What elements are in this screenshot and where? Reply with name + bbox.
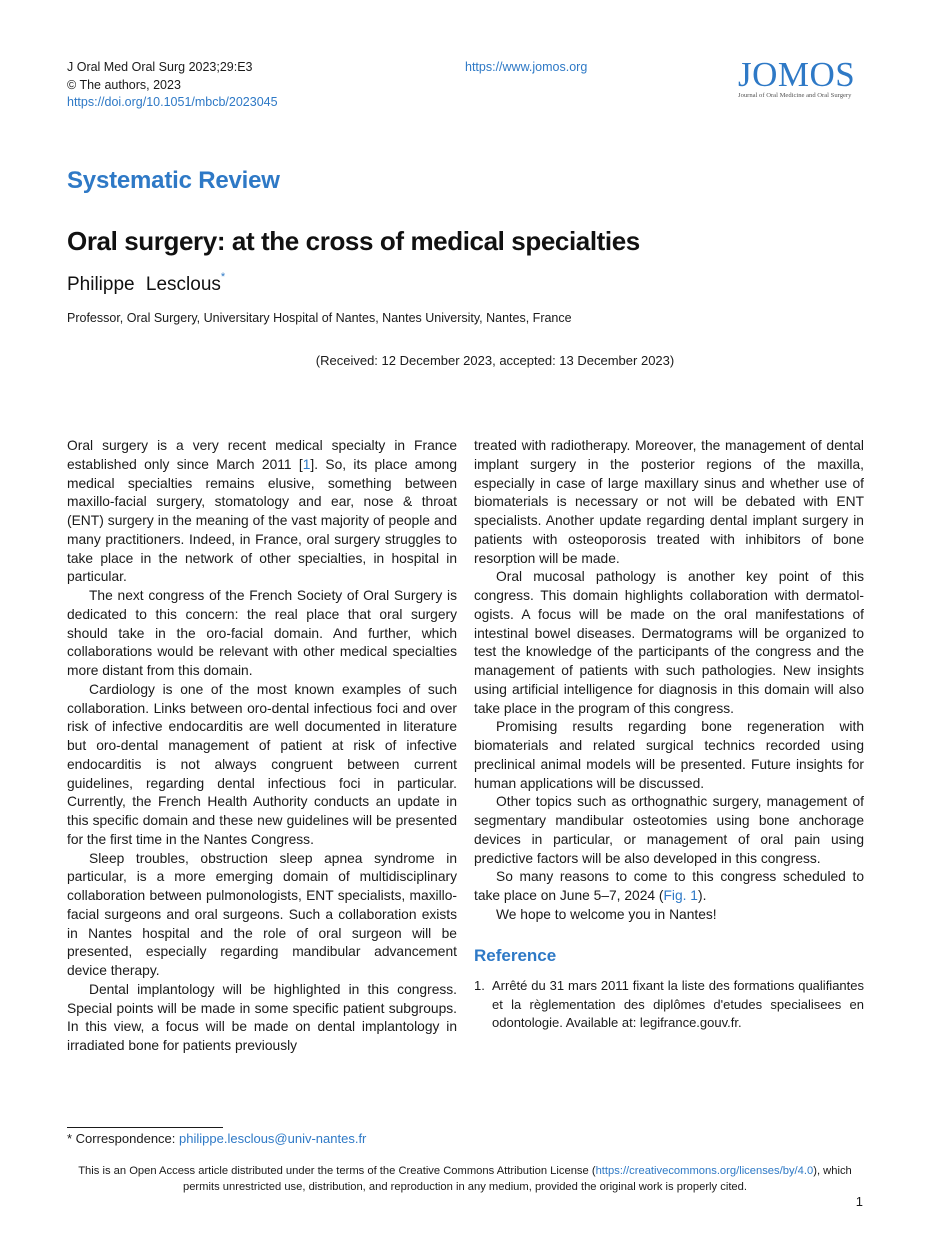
paragraph: So many reasons to come to this congress scheduled to take place on June 5–7, 2024 (Fig. 1). [474, 869, 864, 903]
license-statement: This is an Open Access article distributed under the terms of the Creative Commons Attribution License (https://creativecommons.org/licenses/by/4.0), which permits unrestricted use, distribution, and reproduction in any medium, provided the original work is properly cited. [78, 1165, 852, 1193]
correspondence-footnote [67, 1131, 366, 1146]
paragraph: Other topics such as orthognathic surgery, management of segmentary mandibular osteotomies using bone anchorage devices in particular, or management of oral pain using predictive factors will be also developed in this congress. [474, 794, 864, 866]
paragraph: Cardiology is one of the most known examples of such collaboration. Links between oro-dental infectious foci and over risk of infective endocarditis are well documented in literature but oro-dental management of patient at risk of infective endocarditis is not always congruent between current guidelines, regarding dental infectious foci in particular. Currently, the French Health Authority conducts an update in this specific domain and these new guidelines will be presented for the first time in the Nantes Congress. [67, 681, 457, 847]
figure-link[interactable]: Fig. 1 [663, 888, 698, 903]
paragraph: The next congress of the French Society of Oral Surgery is dedicated to this concern: the real place that oral surgery should take in the oro-facial domain. And further, which collaborations would be relevant with other medical specialties more distant from this domain. [67, 588, 457, 678]
journal-info [67, 59, 278, 112]
citation-link[interactable]: 1 [302, 456, 311, 472]
body-column-right [474, 437, 864, 1033]
author-last-name: Lesclous [145, 274, 221, 295]
paragraph: Oral mucosal pathology is another key point of this congress. This domain highlights collaboration with dermatol-ogists. A focus will be made on the oral manifestations of intestinal bowel diseases. Dermatograms will be organized to test the knowledge of the participants of the congress and the management of patients with such pathologies. New insights using artificial intelligence for diagnosis in this domain will also take place in the program of this congress. [474, 569, 864, 716]
article-type: Systematic Review [67, 167, 280, 194]
author-first-name: Philippe [67, 274, 135, 295]
reference-text: Arrêté du 31 mars 2011 fixant la liste des formations qualifiantes et la règlementation des diplômes d'etudes specialisees en odontologie. Available at: legifrance.gouv.fr. [492, 978, 864, 1031]
reference-number: 1. [474, 978, 485, 994]
correspondence-label: * Correspondence: [67, 1131, 176, 1146]
logo-subtitle: Journal of Oral Medicine and Oral Surgery [738, 92, 852, 99]
paragraph: Dental implantology will be highlighted in this congress. Special points will be made in some specific patient subgroups. In this view, a focus will be made on dental implantology in irradiated bone for patients previously [67, 981, 457, 1053]
paragraph: We hope to welcome you in Nantes! [496, 906, 717, 922]
author-name [67, 271, 226, 296]
author-affiliation: Professor, Oral Surgery, Universitary Hospital of Nantes, Nantes University, Nantes, France [67, 311, 572, 325]
paragraph: treated with radiotherapy. Moreover, the management of dental implant surgery in the posterior regions of the maxilla, especially in case of large maxillary sinus and whether use of biomaterials is necessary or not will be debated with ENT specialists. Another update regarding dental implant surgery in patients with osteoporosis treated with inhibitors of bone resorption will be made. [474, 438, 864, 566]
journal-logo [738, 55, 866, 99]
footnote-divider [67, 1127, 223, 1128]
journal-site-link[interactable]: https://www.jomos.org [465, 60, 588, 74]
references-heading: Reference [474, 945, 557, 965]
article-title: Oral surgery: at the cross of medical specialties [67, 226, 640, 256]
page-number: 1 [855, 1194, 863, 1209]
paragraph: Promising results regarding bone regeneration with biomaterials and related surgical technics recorded using preclinical animal models will be presented. Future insights for human applications will be discussed. [474, 719, 864, 791]
paragraph: Sleep troubles, obstruction sleep apnea syndrome in particular, is a more emerging domain of multidisciplinary collaboration between pulmonologists, ENT specialists, maxillo-facial surgeons and oral surgeons. Such a collaboration exists in Nantes hospital and the role of oral surgeon will be presented, especially regarding mandibular advancement device therapy. [67, 850, 457, 978]
copyright: © The authors, 2023 [67, 77, 181, 92]
correspondence-mark[interactable]: * [220, 271, 226, 283]
body-column-left [67, 437, 457, 1056]
journal-citation: J Oral Med Oral Surg 2023;29:E3 [67, 60, 253, 74]
correspondence-email-link[interactable]: philippe.lesclous@univ-nantes.fr [179, 1131, 367, 1146]
reference-item [474, 977, 864, 1033]
doi-link[interactable]: https://doi.org/10.1051/mbcb/2023045 [67, 95, 278, 109]
paragraph: Oral surgery is a very recent medical specialty in France established only since March 2011 [1]. So, its place among medical specialties remains elusive, something between maxillo-facial surgery, stomatology and ear, nose & throat (ENT) surgery in the meaning of the vast majority of people and many practitioners. Indeed, in France, oral surgery struggles to take place in the network of other specialties, in hospital in particular. [67, 438, 457, 585]
logo-wordmark: JOMOS [738, 55, 856, 94]
received-dates: (Received: 12 December 2023, accepted: 13 December 2023) [315, 353, 675, 368]
license-link[interactable]: https://creativecommons.org/licenses/by/4.0 [595, 1165, 814, 1177]
